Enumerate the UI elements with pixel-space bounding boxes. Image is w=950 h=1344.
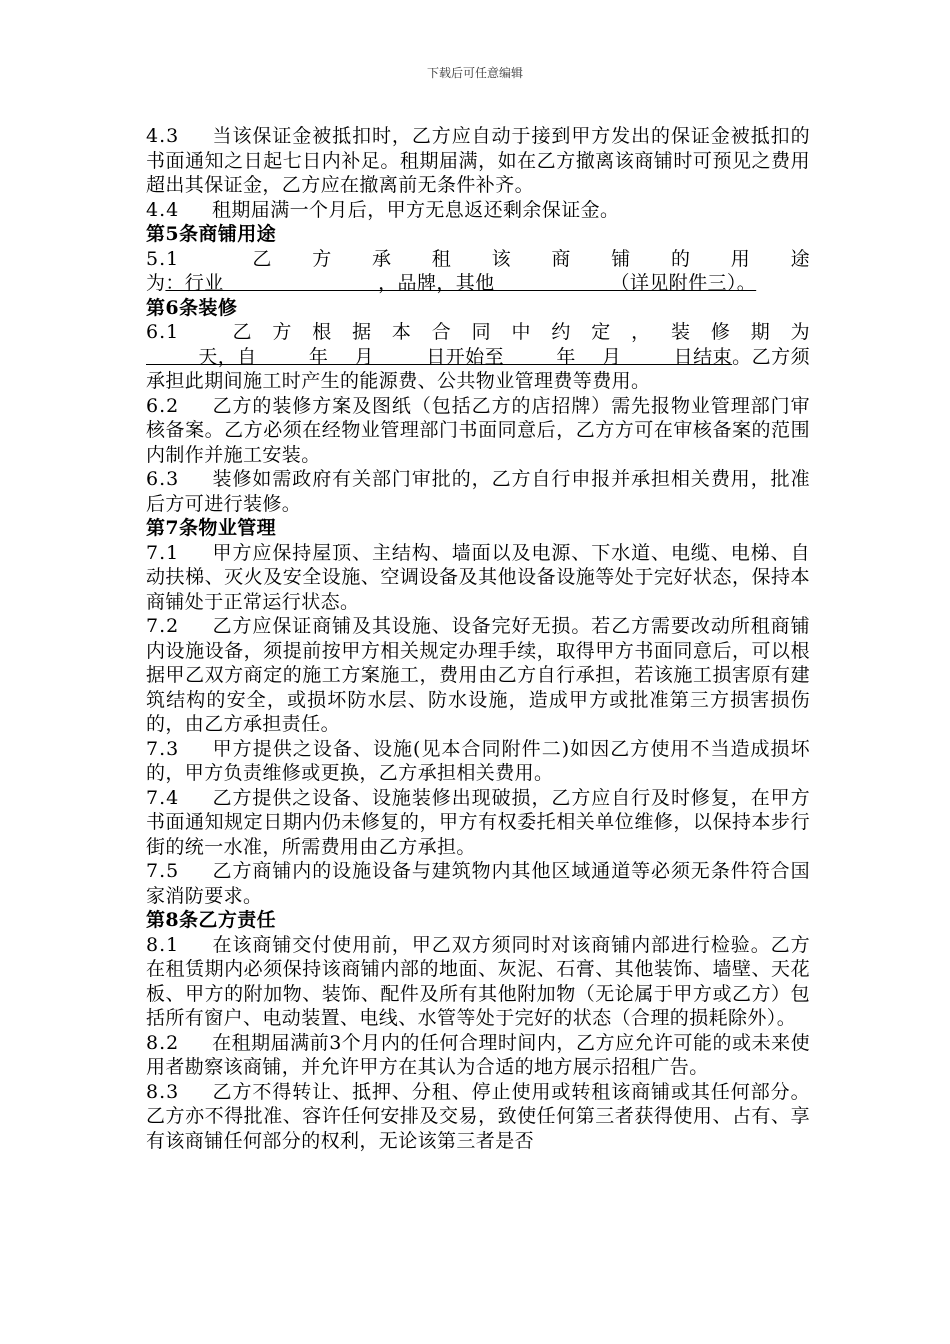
clause-text: 在该商铺交付使用前，甲乙双方须同时对该商铺内部进行检验。乙方在租赁期内必须保持该商铺内部的地面、灰泥、石膏、其他装饰、墙壁、天花板、甲方的附加物、装饰、配件及所有其他附加物（无论属于甲方或乙方）包括所有窗户、电动装置、电线、水管等处于完好的状态（合理的损耗除外）。 xyxy=(146,933,810,1029)
clause-text: 在租期届满前3个月内的任何合理时间内，乙方应允许可能的或未来使用者勘察该商铺，并允许甲方在其认为合适的地方展示招租广告。 xyxy=(146,1031,810,1078)
clause-paragraph xyxy=(146,198,810,223)
clause-paragraph xyxy=(146,737,810,786)
clause-text: 乙方商铺内的设施设备与建筑物内其他区域通道等必须无条件符合国家消防要求。 xyxy=(146,860,810,907)
clause-number: 7.5 xyxy=(146,860,180,882)
clause-text: 乙方的装修方案及图纸（包括乙方的店招牌）需先报物业管理部门审核备案。乙方必须在经物业管理部门书面同意后，乙方方可在审核备案的范围内制作并施工安装。 xyxy=(146,394,810,466)
clause-paragraph xyxy=(146,1080,810,1154)
clause-number: 8.1 xyxy=(146,933,180,956)
section-heading: 第5条商铺用途 xyxy=(146,223,277,245)
clause-paragraph xyxy=(146,933,810,1031)
clause-number: 5.1 xyxy=(146,247,180,270)
clause-text: 甲方提供之设备、设施(见本合同附件二)如因乙方使用不当造成损坏的，甲方负责维修或更换，乙方承担相关费用。 xyxy=(146,737,810,784)
clause-paragraph xyxy=(146,859,810,908)
clause-number: 7.2 xyxy=(146,615,180,637)
clause-text: 乙方提供之设备、设施装修出现破损，乙方应自行及时修复，在甲方书面通知规定日期内仍未修复的，甲方有权委托相关单位维修，以保持本步行街的统一水准，所需费用由乙方承担。 xyxy=(146,786,810,858)
fill-in-blank: ：行业 ，品牌，其他 （详见附件三）。 xyxy=(165,272,757,294)
fill-in-blank: 天，自 年 月 日开始至 年 月 日结束 xyxy=(146,345,733,368)
clause-text: 乙方承租该商铺的用途为 xyxy=(146,247,810,294)
clause-paragraph xyxy=(146,124,810,198)
clause-number: 6.2 xyxy=(146,394,180,417)
clause-paragraph xyxy=(146,786,810,860)
clause-text: 乙方不得转让、抵押、分租、停止使用或转租该商铺或其任何部分。乙方亦不得批准、容许任何安排及交易，致使任何第三者获得使用、占有、享有该商铺任何部分的权利，无论该第三者是否 xyxy=(146,1080,810,1152)
clause-number: 7.1 xyxy=(146,541,180,564)
clause-number: 4.3 xyxy=(146,125,180,147)
clause-paragraph xyxy=(146,541,810,615)
clause-number: 8.3 xyxy=(146,1080,180,1103)
clause-number: 6.1 xyxy=(146,321,180,343)
clause-text: 当该保证金被抵扣时，乙方应自动于接到甲方发出的保证金被抵扣的书面通知之日起七日内补足。租期届满，如在乙方撤离该商铺时可预见之费用超出其保证金，乙方应在撤离前无条件补齐。 xyxy=(146,125,810,196)
clause-text: 乙方根据本合同中约定，装修期为 xyxy=(212,321,810,343)
clause-number: 8.2 xyxy=(146,1031,180,1054)
clause-paragraph xyxy=(146,467,810,516)
section-heading: 第7条物业管理 xyxy=(146,517,277,539)
clause-number: 7.4 xyxy=(146,786,180,809)
clause-paragraph xyxy=(146,614,810,737)
clause-paragraph xyxy=(146,320,810,394)
clause-paragraph xyxy=(146,1031,810,1080)
page-header: 下载后可任意编辑 xyxy=(426,66,523,80)
clause-text: 租期届满一个月后，甲方无息返还剩余保证金。 xyxy=(212,198,620,221)
clause-paragraph xyxy=(146,394,810,468)
clause-text: 装修如需政府有关部门审批的，乙方自行申报并承担相关费用，批准后方可进行装修。 xyxy=(146,468,810,515)
section-heading: 第6条装修 xyxy=(146,296,238,319)
document-body xyxy=(146,124,810,1153)
clause-number: 4.4 xyxy=(146,198,180,221)
section-heading: 第8条乙方责任 xyxy=(146,909,277,931)
clause-text: 甲方应保持屋顶、主结构、墙面以及电源、下水道、电缆、电梯、自动扶梯、灭火及安全设施、空调设备及其他设备设施等处于完好状态，保持本商铺处于正常运行状态。 xyxy=(146,541,810,613)
clause-text: 乙方应保证商铺及其设施、设备完好无损。若乙方需要改动所租商铺内设施设备，须提前按甲方相关规定办理手续，取得甲方书面同意后，可以根据甲乙双方商定的施工方案施工，费用由乙方自行承担，若该施工损害原有建筑结构的安全，或损坏防水层、防水设施，造成甲方或批准第三方损害损伤的，由乙方承担责任。 xyxy=(146,615,810,735)
clause-paragraph xyxy=(146,247,810,296)
clause-text-tail: 。乙方须承担此期间施工时产生的能源费、公共物业管理费等费用。 xyxy=(146,345,810,392)
clause-number: 6.3 xyxy=(146,468,180,490)
clause-number: 7.3 xyxy=(146,737,180,760)
